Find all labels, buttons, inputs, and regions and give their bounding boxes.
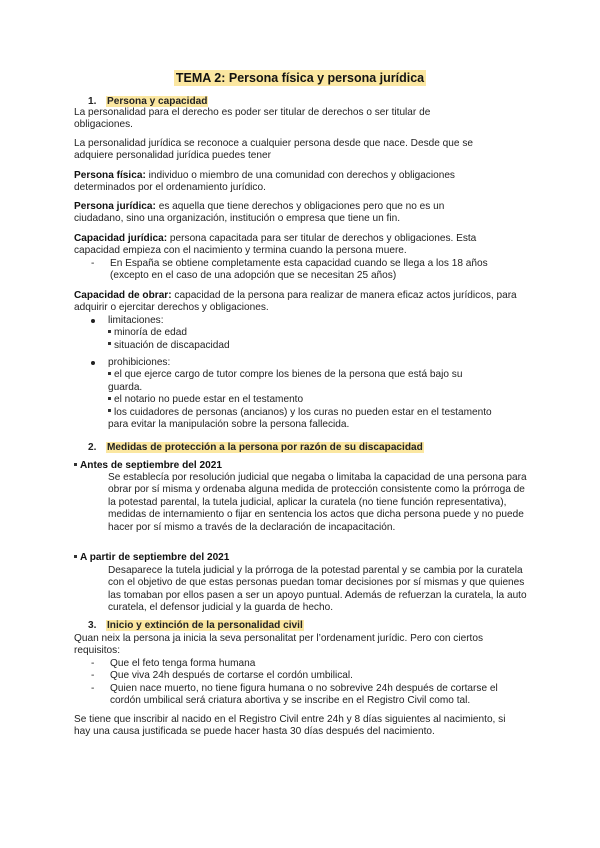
list-item: minoría de edad <box>108 327 536 339</box>
definition-capacidad-juridica: Capacidad jurídica: persona capacitada para ser titular de derechos y obligaciones. Esta capacidad empieza con el nacimiento y termina cuando la persona muere. - En España se obtiene completamente esta capacidad cuando se llega a los 18 años (excepto en el caso de una adopción que se necesitan 25 años) <box>74 233 519 283</box>
list-item: - Quien nace muerto, no tiene figura humana o no sobrevive 24h después de cortarse el cordón umbilical será criatura abortiva y se inscribe en el Registro Civil como tal. <box>91 682 498 707</box>
paragraph-antes: Se establecía por resolución judicial que negaba o limitaba la capacidad de una persona para obrar por sí misma y ordenaba alguna medida de protección consistente como la prórroga de la potestad parental, la tutela judicial, aplicar la curatela (no tiene función representativa), medidas de internamiento o fijar en sentencia los actos que dicha persona puede y no puede hacer por sí mismo a través de la declaración de incapacitación. <box>108 472 527 533</box>
paragraph-despues: Desaparece la tutela judicial y la prórroga de la potestad parental y se cambia por la curatela con el objetivo de que estas personas puedan tomar decisiones por sí mismas y que quienes las tomaban por ellos pasen a ser un apoyo puntual. Además de refuerzan la curatela, la auto curatela, el defensor judicial y la guarda de hecho. <box>108 565 527 614</box>
list-item: los cuidadores de personas (ancianos) y los curas no pueden estar en el testamento para evitar la manipulación sobre la persona fallecida. <box>108 406 492 431</box>
list-item-prohibiciones: prohibiciones: <box>74 357 494 369</box>
section-2-title: Medidas de protección a la persona por razón de su discapacidad <box>107 442 423 453</box>
page-title <box>0 70 600 86</box>
definition-persona-fisica: Persona física: individuo o miembro de una comunidad con derechos y obligaciones determinados por el ordenamiento jurídico. <box>74 170 455 194</box>
section-1-title: Persona y capacidad <box>107 96 208 107</box>
paragraph-personalidad: La personalidad para el derecho es poder ser titular de derechos o ser titular de obligaciones. <box>74 107 431 131</box>
sublist-prohibiciones <box>74 369 494 431</box>
square-bullet-icon <box>108 409 111 412</box>
list-item: el que ejerce cargo de tutor compre los bienes de la persona que está bajo su guarda. <box>108 369 463 393</box>
list-item: - Que el feto tenga forma humana <box>91 657 256 669</box>
list-item: situación de discapacidad <box>108 340 536 352</box>
page-title-text: TEMA 2: Persona física y persona jurídica <box>175 71 425 85</box>
list-item-limitaciones: limitaciones: <box>74 315 536 327</box>
section-3-heading <box>88 620 304 632</box>
square-bullet-icon <box>74 555 77 558</box>
list-prohibiciones <box>74 357 494 431</box>
square-bullet-icon <box>108 330 111 333</box>
square-bullet-icon <box>74 463 77 466</box>
term-persona-fisica: Persona física: <box>74 170 146 181</box>
paragraph-reconocimiento: La personalidad jurídica se reconoce a cualquier persona desde que nace. Desde que se adquiere personalidad jurídica puedes tener <box>74 138 473 162</box>
definition-capacidad-obrar: Capacidad de obrar: capacidad de la persona para realizar de manera eficaz actos jurídicos, para adquirir o ejercitar derechos y obligaciones. limitaciones: minoría de edad situación de discapacidad <box>74 290 536 352</box>
section-1-number: 1. <box>88 96 97 107</box>
term-capacidad-juridica: Capacidad jurídica: <box>74 233 168 244</box>
bullet-icon <box>91 361 95 365</box>
square-bullet-icon <box>108 342 111 345</box>
square-bullet-icon <box>108 372 111 375</box>
subheading-despues: A partir de septiembre del 2021 <box>74 552 229 564</box>
section-2-number: 2. <box>88 442 97 453</box>
subheading-antes: Antes de septiembre del 2021 <box>74 460 222 472</box>
list-item: - Que viva 24h después de cortarse el cordón umbilical. <box>91 670 353 682</box>
section-3-number: 3. <box>88 620 97 631</box>
section-2-heading <box>88 442 424 454</box>
list-item: - En España se obtiene completamente esta capacidad cuando se llega a los 18 años (excepto en el caso de una adopción que se necesitan 25 años) <box>91 257 488 282</box>
term-capacidad-obrar: Capacidad de obrar: <box>74 290 172 301</box>
paragraph-inicio: Quan neix la persona ja inicia la seva personalitat per l’ordenament jurídic. Pero con ciertos requisitos: - Que el feto tenga forma humana - Que viva 24h después de cortarse el cordón umbilical. - Quien nace muerto, no tiene figura humana o no sobrevive 24h después de cortarse el cordón umbilical será criatura abortiva y se inscribe en el Registro Civil como tal. <box>74 633 522 707</box>
term-persona-juridica: Persona jurídica: <box>74 201 156 212</box>
sublist-limitaciones <box>74 327 536 352</box>
square-bullet-icon <box>108 397 111 400</box>
paragraph-registro: Se tiene que inscribir al nacido en el Registro Civil entre 24h y 8 días siguientes al nacimiento, si hay una causa justificada se puede hacer hasta 30 días después del nacimiento. <box>74 714 506 738</box>
section-3-title: Inicio y extinción de la personalidad civil <box>107 620 303 631</box>
definition-persona-juridica: Persona jurídica: es aquella que tiene derechos y obligaciones pero que no es un ciudadano, sino una organización, institución o empresa que tiene un fin. <box>74 201 445 225</box>
bullet-icon <box>91 319 95 323</box>
list-item: el notario no puede estar en el testamento <box>108 394 494 406</box>
